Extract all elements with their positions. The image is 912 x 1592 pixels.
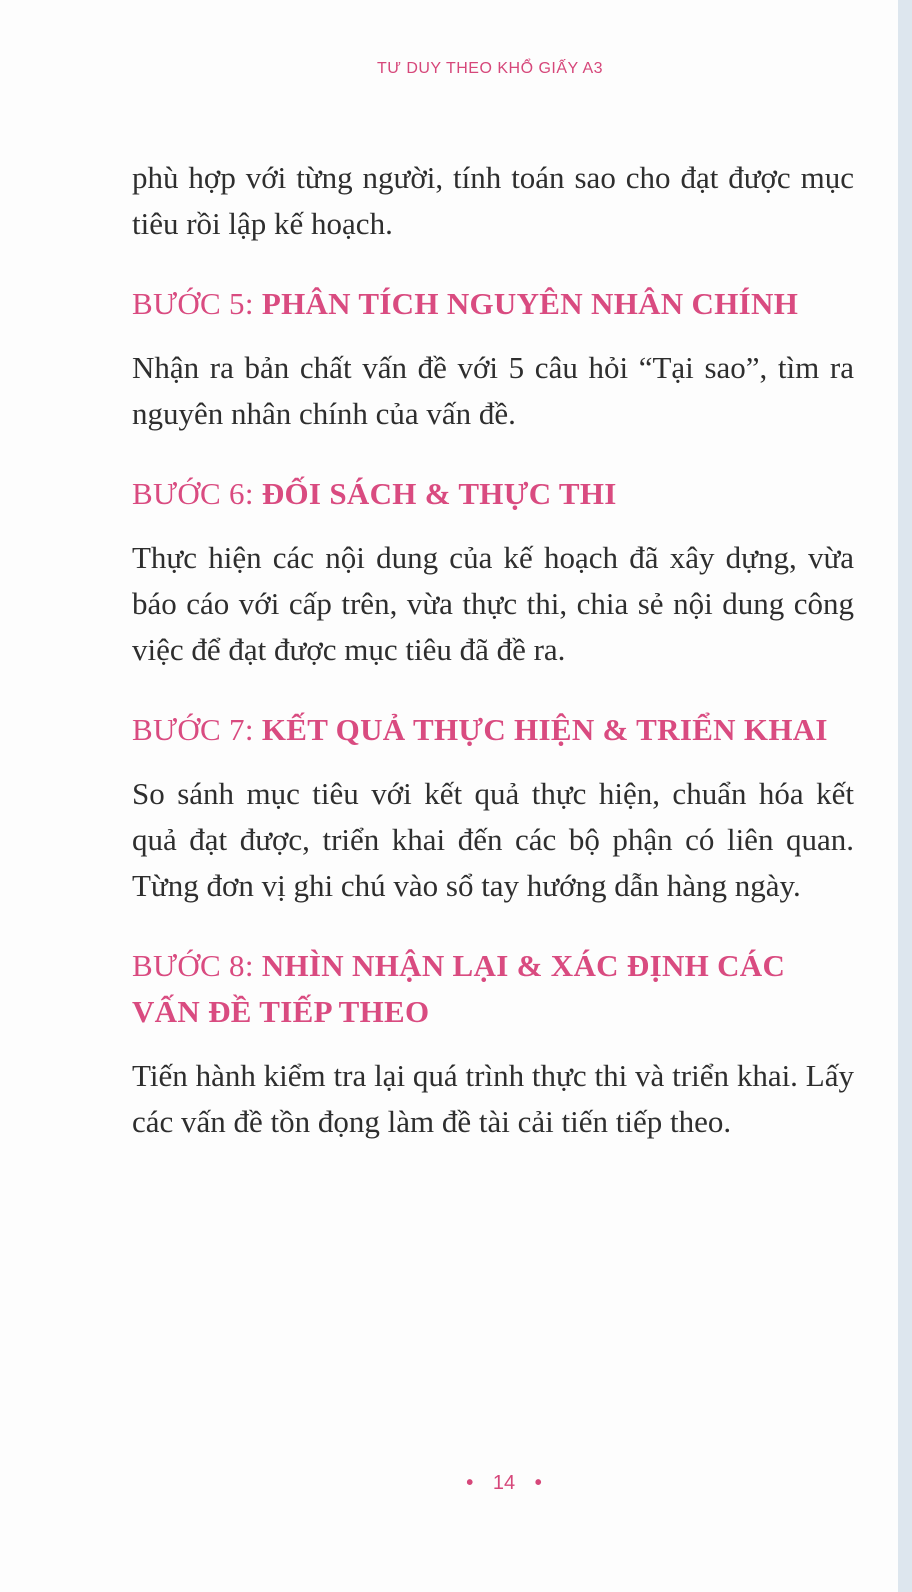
running-header: TƯ DUY THEO KHỔ GIẤY A3 [376,60,604,77]
step-8-title: NHÌN NHẬN LẠI & XÁC ĐỊNH CÁC VẤN ĐỀ TIẾP THEO [132,948,786,1029]
step-6-body: Thực hiện các nội dung của kế hoạch đã xây dựng, vừa báo cáo với cấp trên, vừa thực thi, chia sẻ nội dung công việc để đạt được mục tiêu đã đề ra. [132,540,854,667]
step-5-heading [132,281,854,327]
step-7-label: BƯỚC 7: [132,712,254,747]
step-5-body: Nhận ra bản chất vấn đề với 5 câu hỏi “Tại sao”, tìm ra nguyên nhân chính của vấn đề. [132,350,854,431]
step-8-label: BƯỚC 8: [132,948,254,983]
page-footer [0,1472,912,1495]
step-6-label: BƯỚC 6: [132,476,254,511]
step-5-section [132,281,854,437]
step-7-section [132,707,854,909]
step-8-heading [132,943,854,1035]
step-8-body: Tiến hành kiểm tra lại quá trình thực thi và triển khai. Lấy các vấn đề tồn đọng làm đề tài cải tiến tiếp theo. [132,1058,854,1139]
step-7-body: So sánh mục tiêu với kết quả thực hiện, chuẩn hóa kết quả đạt được, triển khai đến các bộ phận có liên quan. Từng đơn vị ghi chú vào sổ tay hướng dẫn hàng ngày. [132,776,854,903]
intro-paragraph: phù hợp với từng người, tính toán sao cho đạt được mục tiêu rồi lập kế hoạch. [132,160,854,241]
step-7-title: KẾT QUẢ THỰC HIỆN & TRIỂN KHAI [261,712,828,747]
step-6-section [132,471,854,673]
right-bullet: • [534,1472,542,1494]
left-bullet: • [466,1472,474,1494]
page-number: 14 [492,1472,516,1494]
step-5-label: BƯỚC 5: [132,286,254,321]
page-edge [898,0,912,1592]
step-5-title: PHÂN TÍCH NGUYÊN NHÂN CHÍNH [261,286,799,321]
step-8-section [132,943,854,1145]
step-6-title: ĐỐI SÁCH & THỰC THI [261,476,617,511]
step-6-heading [132,471,854,517]
step-7-heading [132,707,854,753]
page-content [132,155,854,1145]
